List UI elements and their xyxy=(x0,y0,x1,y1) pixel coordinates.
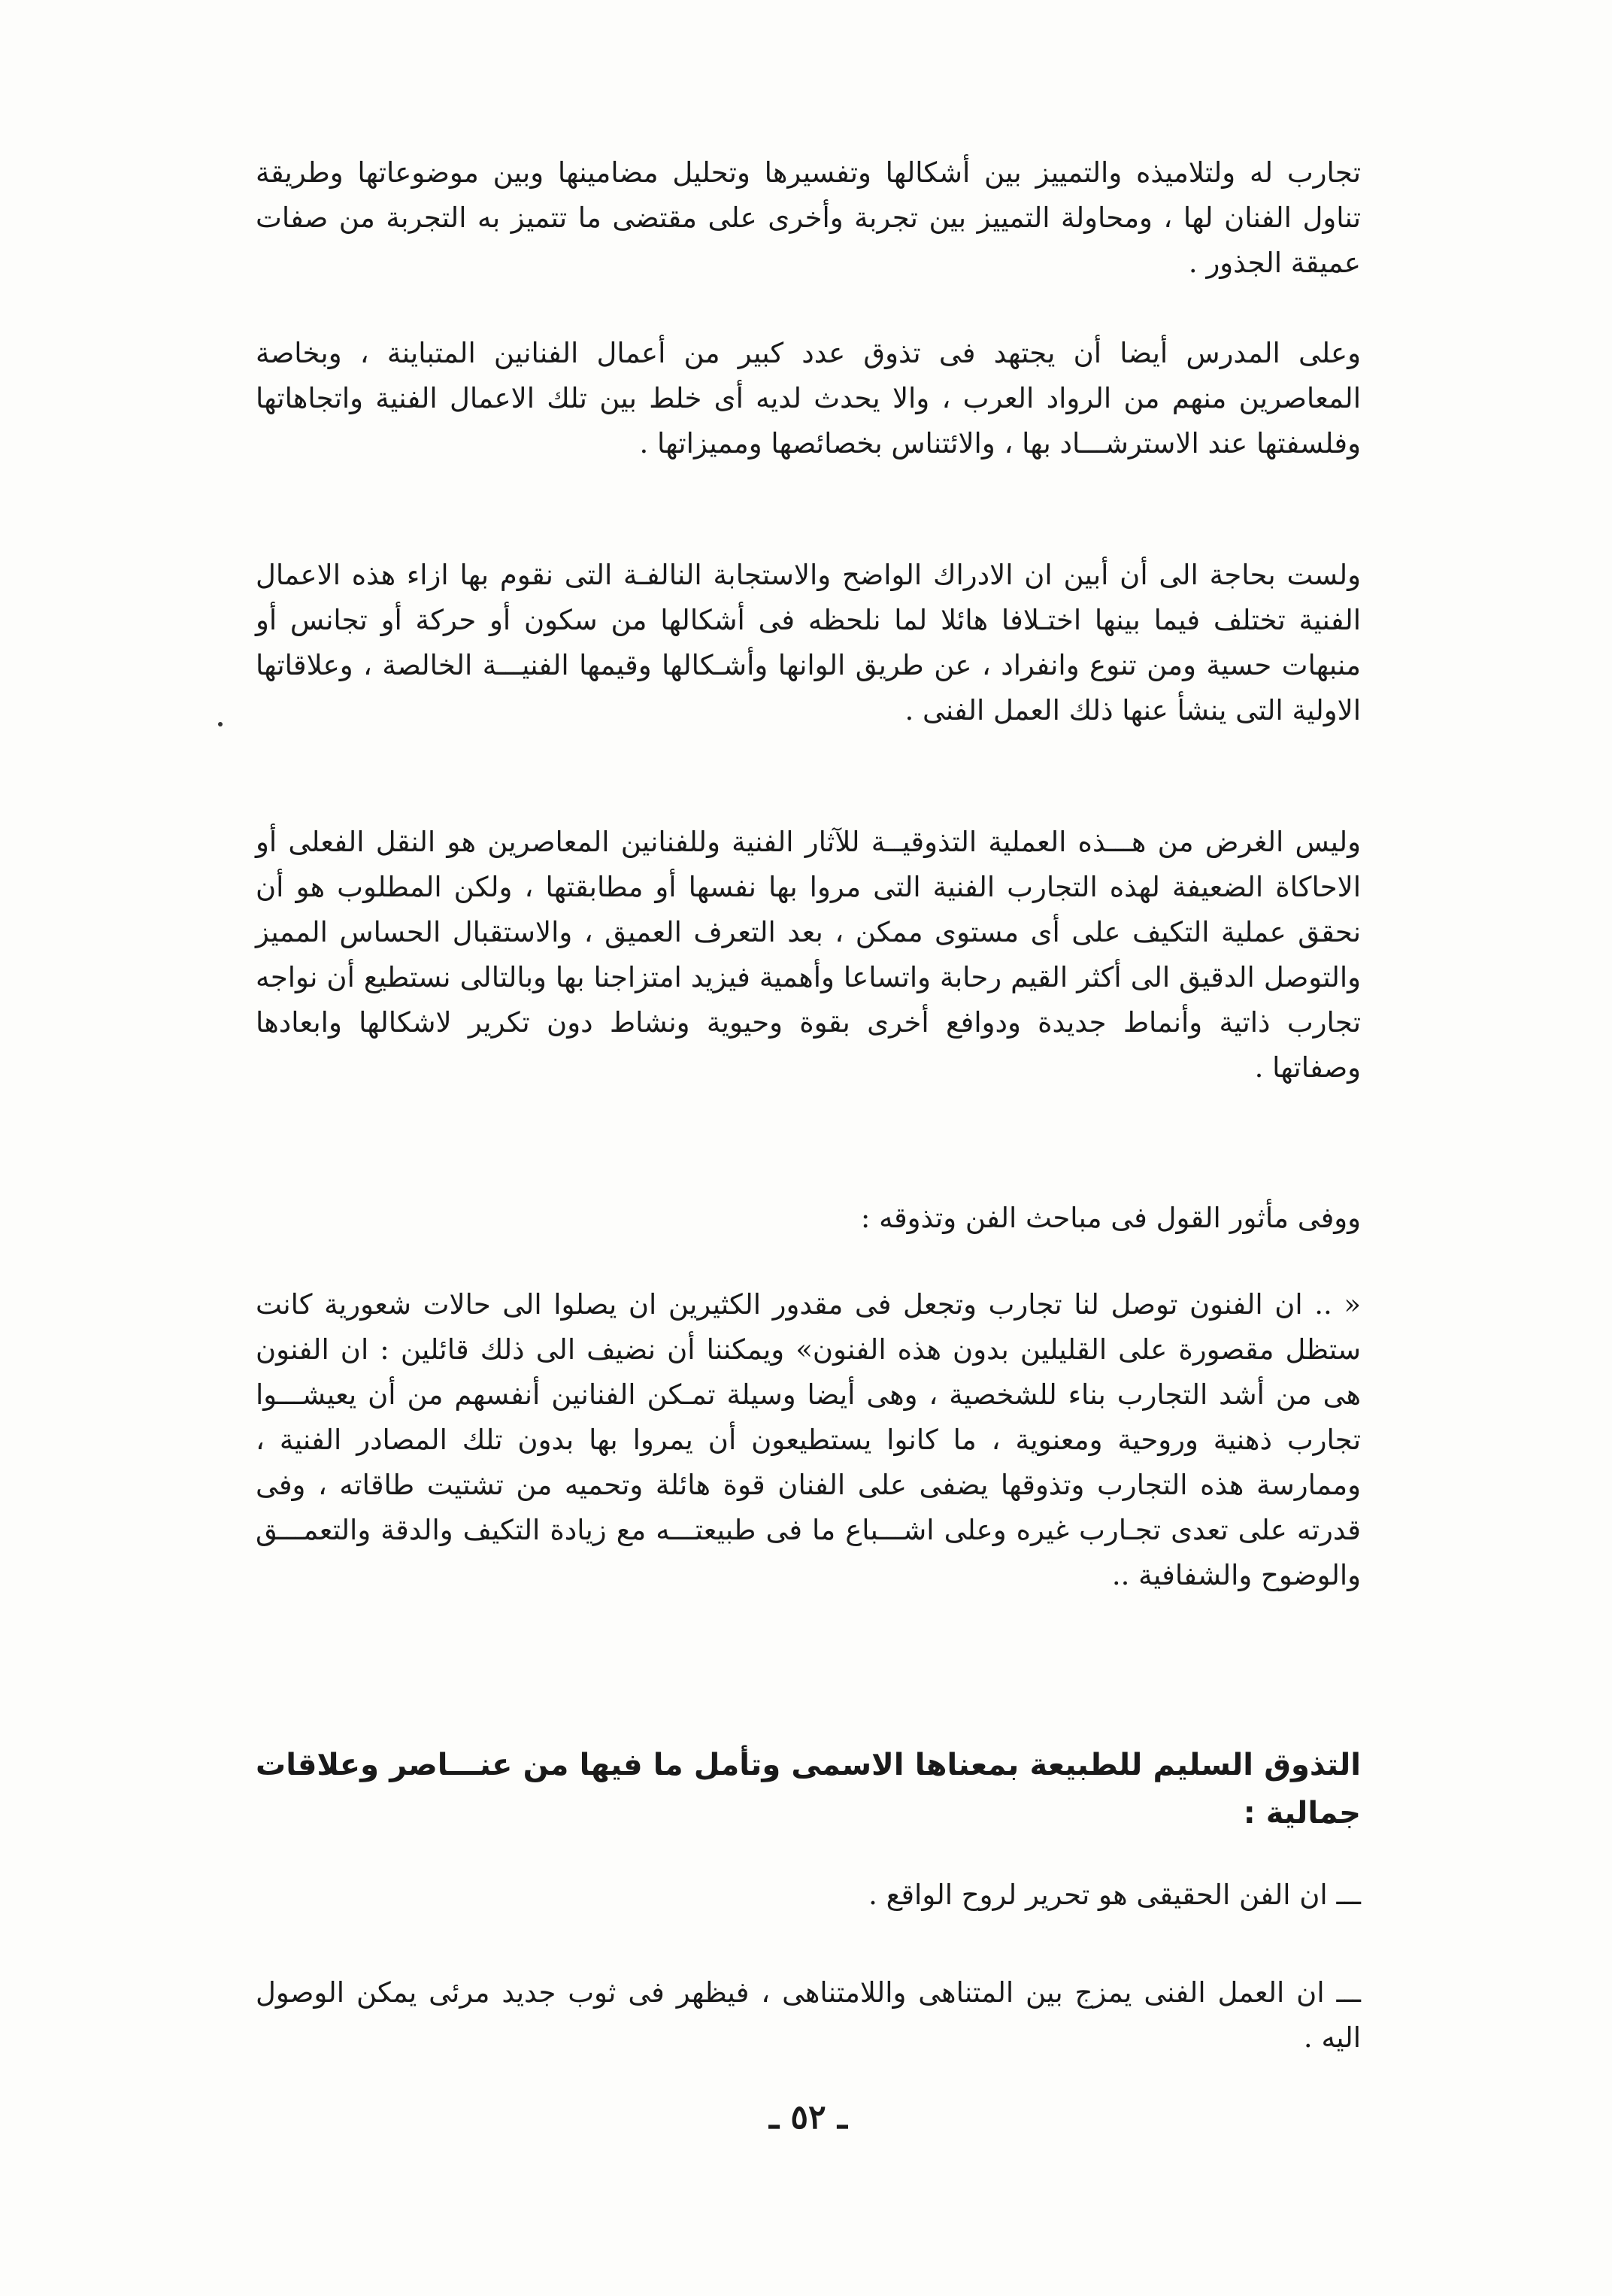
section-heading: التذوق السليم للطبيعة بمعناها الاسمى وتأمل ما فيها من عنـــاصر وعلاقات جمالية : xyxy=(256,1748,1361,1830)
page-number: ـ ٥٢ ـ xyxy=(769,2098,847,2137)
paragraph-4: وليس الغرض من هـــذه العملية التذوقيــة للآثار الفنية وللفنانين المعاصرين هو النقل الفعلى أو الاحاكاة الضعيفة لهذه التجارب الفنية التى مروا بها نفسها أو مطابقتها ، ولكن المطلوب هو أن نحقق عملية التكيف على أى مستوى ممكن ، بعد التعرف العميق ، والاستقبال الحساس المميز والتوصل الدقيق الى أكثر القيم رحابة واتساعا وأهمية فيزيد امتزاجنا بها وبالتالى نستطيع أن نواجه تجارب ذاتية وأنماط جديدة ودوافع أخرى بقوة وحيوية ونشاط دون تكرير لاشكالها وابعادها وصفاتها . xyxy=(256,826,1361,1084)
paragraph-6-quote: « .. ان الفنون توصل لنا تجارب وتجعل فى مقدور الكثيرين ان يصلوا الى حالات شعورية كانت ستظل مقصورة على القليلين بدون هذه الفنون» ويمكننا أن نضيف الى ذلك قائلين : ان الفنون هى من أشد التجارب بناء للشخصية ، وهى أيضا وسيلة تمـكن الفنانين أنفسهم من أن يعيشـــوا تجارب ذهنية وروحية ومعنوية ، ما كانوا يستطيعون أن يمروا بها بدون تلك المصادر الفنية ، وممارسة هذه التجارب وتذوقها يضفى على الفنان قوة هائلة وتحميه من تشتيت طاقاته ، وفى قدرته على تعدى تجـارب غيره وعلى اشـــباع ما فى طبيعتـــه مع زيادة التكيف والدقة والتعمـــق والوضوح والشفافية .. xyxy=(256,1288,1361,1591)
bullet-item-1: ـــ ان الفن الحقيقى هو تحرير لروح الواقع . xyxy=(868,1879,1361,1911)
paragraph-2: وعلى المدرس أيضا أن يجتهد فى تذوق عدد كبير من أعمال الفنانين المتباينة ، وبخاصة المعاصرين منهم من الرواد العرب ، والا يحدث لديه أى خلط بين تلك الاعمال الفنية واتجاهاتها وفلسفتها عند الاسترشـــاد بها ، والائتناس بخصائصها ومميزاتها . xyxy=(256,337,1361,460)
stray-ink-dot xyxy=(218,722,223,726)
bullet-item-2: ـــ ان العمل الفنى يمزج بين المتناهى واللامتناهى ، فيظهر فى ثوب جديد مرئى يمكن الوصول اليه . xyxy=(256,1976,1361,2054)
text-column xyxy=(256,0,1361,2296)
paragraph-1: تجارب له ولتلاميذه والتمييز بين أشكالها وتفسيرها وتحليل مضامينها وبين موضوعاتها وطريقة تناول الفنان لها ، ومحاولة التمييز بين تجربة وأخرى على مقتضى ما تتميز به التجربة من صفات عميقة الجذور . xyxy=(256,156,1361,279)
paragraph-5: ووفى مأثور القول فى مباحث الفن وتذوقه : xyxy=(860,1202,1361,1234)
paragraph-3: ولست بحاجة الى أن أبين ان الادراك الواضح والاستجابة النالفـة التى نقوم بها ازاء هذه الاعمال الفنية تختلف فيما بينها اختـلافا هائلا لما نلحظه فى أشكالها من سكون أو حركة أو تجانس أو منبهات حسية ومن تنوع وانفراد ، عن طريق الوانها وأشـكالها وقيمها الفنيـــة الخالصة ، وعلاقاتها الاولية التى ينشأ عنها ذلك العمل الفنى . xyxy=(256,559,1361,726)
